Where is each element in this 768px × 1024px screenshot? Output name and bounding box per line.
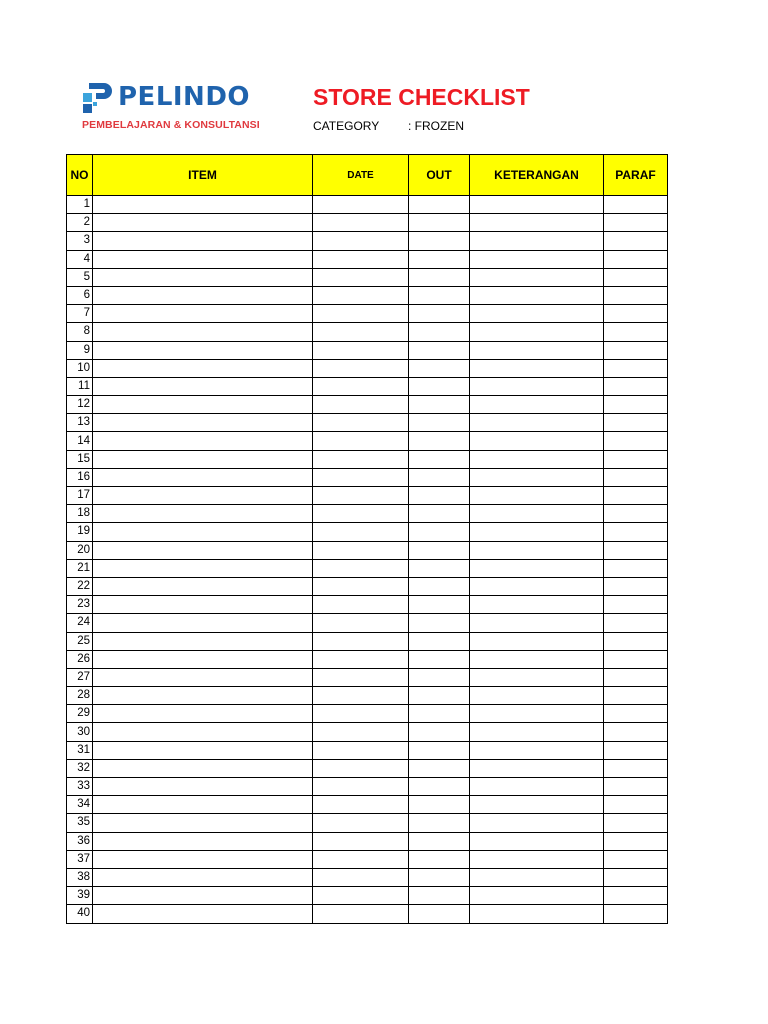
out-cell[interactable] bbox=[409, 868, 470, 886]
keterangan-cell[interactable] bbox=[470, 868, 604, 886]
keterangan-cell[interactable] bbox=[470, 286, 604, 304]
item-cell[interactable] bbox=[93, 632, 313, 650]
date-cell[interactable] bbox=[313, 432, 409, 450]
out-cell[interactable] bbox=[409, 250, 470, 268]
date-cell[interactable] bbox=[313, 723, 409, 741]
row-number-cell: 13 bbox=[67, 414, 93, 432]
item-cell[interactable] bbox=[93, 723, 313, 741]
table-row bbox=[67, 396, 668, 414]
keterangan-cell[interactable] bbox=[470, 323, 604, 341]
keterangan-cell[interactable] bbox=[470, 468, 604, 486]
date-cell[interactable] bbox=[313, 450, 409, 468]
keterangan-cell[interactable] bbox=[470, 341, 604, 359]
item-cell[interactable] bbox=[93, 687, 313, 705]
paraf-cell[interactable] bbox=[604, 850, 668, 868]
date-cell[interactable] bbox=[313, 868, 409, 886]
paraf-cell[interactable] bbox=[604, 614, 668, 632]
table-row bbox=[67, 505, 668, 523]
table-row bbox=[67, 868, 668, 886]
date-cell[interactable] bbox=[313, 832, 409, 850]
out-cell[interactable] bbox=[409, 359, 470, 377]
date-cell[interactable] bbox=[313, 341, 409, 359]
keterangan-cell[interactable] bbox=[470, 541, 604, 559]
date-cell[interactable] bbox=[313, 705, 409, 723]
out-cell[interactable] bbox=[409, 778, 470, 796]
keterangan-cell[interactable] bbox=[470, 214, 604, 232]
item-cell[interactable] bbox=[93, 614, 313, 632]
date-cell[interactable] bbox=[313, 196, 409, 214]
keterangan-cell[interactable] bbox=[470, 487, 604, 505]
item-cell[interactable] bbox=[93, 850, 313, 868]
date-cell[interactable] bbox=[313, 814, 409, 832]
out-cell[interactable] bbox=[409, 505, 470, 523]
paraf-cell[interactable] bbox=[604, 505, 668, 523]
out-cell[interactable] bbox=[409, 632, 470, 650]
date-cell[interactable] bbox=[313, 577, 409, 595]
paraf-cell[interactable] bbox=[604, 832, 668, 850]
pelindo-logo-icon bbox=[80, 80, 114, 114]
item-cell[interactable] bbox=[93, 905, 313, 923]
paraf-cell[interactable] bbox=[604, 305, 668, 323]
keterangan-cell[interactable] bbox=[470, 668, 604, 686]
paraf-cell[interactable] bbox=[604, 286, 668, 304]
keterangan-cell[interactable] bbox=[470, 232, 604, 250]
keterangan-cell[interactable] bbox=[470, 850, 604, 868]
row-number-cell: 8 bbox=[67, 323, 93, 341]
keterangan-cell[interactable] bbox=[470, 887, 604, 905]
date-cell[interactable] bbox=[313, 614, 409, 632]
category-value: : FROZEN bbox=[408, 119, 464, 133]
keterangan-cell[interactable] bbox=[470, 650, 604, 668]
out-cell[interactable] bbox=[409, 887, 470, 905]
row-number-cell: 19 bbox=[67, 523, 93, 541]
item-cell[interactable] bbox=[93, 577, 313, 595]
table-header-row bbox=[67, 155, 668, 196]
keterangan-cell[interactable] bbox=[470, 723, 604, 741]
out-cell[interactable] bbox=[409, 232, 470, 250]
row-number-cell: 25 bbox=[67, 632, 93, 650]
table-row bbox=[67, 741, 668, 759]
row-number-cell: 39 bbox=[67, 887, 93, 905]
date-cell[interactable] bbox=[313, 741, 409, 759]
item-cell[interactable] bbox=[93, 468, 313, 486]
column-header-item: ITEM bbox=[93, 155, 313, 196]
date-cell[interactable] bbox=[313, 632, 409, 650]
table-row bbox=[67, 577, 668, 595]
paraf-cell[interactable] bbox=[604, 778, 668, 796]
keterangan-cell[interactable] bbox=[470, 596, 604, 614]
table-row bbox=[67, 814, 668, 832]
column-header-date: DATE bbox=[313, 155, 409, 196]
keterangan-cell[interactable] bbox=[470, 250, 604, 268]
row-number-cell: 23 bbox=[67, 596, 93, 614]
row-number-cell: 22 bbox=[67, 577, 93, 595]
keterangan-cell[interactable] bbox=[470, 778, 604, 796]
table-row bbox=[67, 487, 668, 505]
item-cell[interactable] bbox=[93, 741, 313, 759]
item-cell[interactable] bbox=[93, 214, 313, 232]
date-cell[interactable] bbox=[313, 887, 409, 905]
row-number-cell: 32 bbox=[67, 759, 93, 777]
date-cell[interactable] bbox=[313, 505, 409, 523]
out-cell[interactable] bbox=[409, 487, 470, 505]
out-cell[interactable] bbox=[409, 541, 470, 559]
date-cell[interactable] bbox=[313, 541, 409, 559]
paraf-cell[interactable] bbox=[604, 741, 668, 759]
keterangan-cell[interactable] bbox=[470, 450, 604, 468]
out-cell[interactable] bbox=[409, 432, 470, 450]
table-row bbox=[67, 778, 668, 796]
table-row bbox=[67, 414, 668, 432]
paraf-cell[interactable] bbox=[604, 341, 668, 359]
date-cell[interactable] bbox=[313, 778, 409, 796]
paraf-cell[interactable] bbox=[604, 359, 668, 377]
table-row bbox=[67, 359, 668, 377]
keterangan-cell[interactable] bbox=[470, 268, 604, 286]
paraf-cell[interactable] bbox=[604, 650, 668, 668]
row-number-cell: 28 bbox=[67, 687, 93, 705]
keterangan-cell[interactable] bbox=[470, 396, 604, 414]
keterangan-cell[interactable] bbox=[470, 741, 604, 759]
out-cell[interactable] bbox=[409, 305, 470, 323]
item-cell[interactable] bbox=[93, 596, 313, 614]
table-row bbox=[67, 286, 668, 304]
row-number-cell: 7 bbox=[67, 305, 93, 323]
paraf-cell[interactable] bbox=[604, 814, 668, 832]
table-row bbox=[67, 232, 668, 250]
date-cell[interactable] bbox=[313, 468, 409, 486]
keterangan-cell[interactable] bbox=[470, 814, 604, 832]
out-cell[interactable] bbox=[409, 759, 470, 777]
date-cell[interactable] bbox=[313, 286, 409, 304]
table-row bbox=[67, 905, 668, 923]
table-row bbox=[67, 541, 668, 559]
row-number-cell: 1 bbox=[67, 196, 93, 214]
row-number-cell: 37 bbox=[67, 850, 93, 868]
table-row bbox=[67, 450, 668, 468]
paraf-cell[interactable] bbox=[604, 414, 668, 432]
date-cell[interactable] bbox=[313, 377, 409, 395]
paraf-cell[interactable] bbox=[604, 541, 668, 559]
paraf-cell[interactable] bbox=[604, 450, 668, 468]
out-cell[interactable] bbox=[409, 705, 470, 723]
paraf-cell[interactable] bbox=[604, 596, 668, 614]
keterangan-cell[interactable] bbox=[470, 505, 604, 523]
item-cell[interactable] bbox=[93, 341, 313, 359]
table-row bbox=[67, 723, 668, 741]
keterangan-cell[interactable] bbox=[470, 705, 604, 723]
out-cell[interactable] bbox=[409, 214, 470, 232]
paraf-cell[interactable] bbox=[604, 705, 668, 723]
document-title: STORE CHECKLIST bbox=[313, 84, 530, 110]
out-cell[interactable] bbox=[409, 905, 470, 923]
date-cell[interactable] bbox=[313, 305, 409, 323]
paraf-cell[interactable] bbox=[604, 196, 668, 214]
date-cell[interactable] bbox=[313, 559, 409, 577]
table-row bbox=[67, 468, 668, 486]
row-number-cell: 30 bbox=[67, 723, 93, 741]
paraf-cell[interactable] bbox=[604, 214, 668, 232]
paraf-cell[interactable] bbox=[604, 523, 668, 541]
table-row bbox=[67, 559, 668, 577]
date-cell[interactable] bbox=[313, 396, 409, 414]
row-number-cell: 38 bbox=[67, 868, 93, 886]
paraf-cell[interactable] bbox=[604, 323, 668, 341]
paraf-cell[interactable] bbox=[604, 377, 668, 395]
table-row bbox=[67, 832, 668, 850]
date-cell[interactable] bbox=[313, 250, 409, 268]
item-cell[interactable] bbox=[93, 432, 313, 450]
item-cell[interactable] bbox=[93, 232, 313, 250]
out-cell[interactable] bbox=[409, 814, 470, 832]
keterangan-cell[interactable] bbox=[470, 905, 604, 923]
keterangan-cell[interactable] bbox=[470, 796, 604, 814]
row-number-cell: 15 bbox=[67, 450, 93, 468]
paraf-cell[interactable] bbox=[604, 432, 668, 450]
column-header-keterangan: KETERANGAN bbox=[470, 155, 604, 196]
row-number-cell: 4 bbox=[67, 250, 93, 268]
date-cell[interactable] bbox=[313, 596, 409, 614]
keterangan-cell[interactable] bbox=[470, 687, 604, 705]
item-cell[interactable] bbox=[93, 759, 313, 777]
out-cell[interactable] bbox=[409, 286, 470, 304]
keterangan-cell[interactable] bbox=[470, 523, 604, 541]
date-cell[interactable] bbox=[313, 759, 409, 777]
paraf-cell[interactable] bbox=[604, 250, 668, 268]
date-cell[interactable] bbox=[313, 232, 409, 250]
date-cell[interactable] bbox=[313, 359, 409, 377]
out-cell[interactable] bbox=[409, 850, 470, 868]
item-cell[interactable] bbox=[93, 487, 313, 505]
paraf-cell[interactable] bbox=[604, 268, 668, 286]
paraf-cell[interactable] bbox=[604, 723, 668, 741]
table-row bbox=[67, 759, 668, 777]
paraf-cell[interactable] bbox=[604, 577, 668, 595]
keterangan-cell[interactable] bbox=[470, 432, 604, 450]
item-cell[interactable] bbox=[93, 268, 313, 286]
column-header-paraf: PARAF bbox=[604, 155, 668, 196]
pelindo-logo bbox=[80, 78, 270, 138]
date-cell[interactable] bbox=[313, 650, 409, 668]
out-cell[interactable] bbox=[409, 796, 470, 814]
table-row bbox=[67, 614, 668, 632]
row-number-cell: 18 bbox=[67, 505, 93, 523]
row-number-cell: 12 bbox=[67, 396, 93, 414]
paraf-cell[interactable] bbox=[604, 232, 668, 250]
table-row bbox=[67, 796, 668, 814]
row-number-cell: 40 bbox=[67, 905, 93, 923]
paraf-cell[interactable] bbox=[604, 796, 668, 814]
item-cell[interactable] bbox=[93, 559, 313, 577]
item-cell[interactable] bbox=[93, 887, 313, 905]
keterangan-cell[interactable] bbox=[470, 832, 604, 850]
row-number-cell: 31 bbox=[67, 741, 93, 759]
item-cell[interactable] bbox=[93, 305, 313, 323]
checklist-body bbox=[67, 196, 668, 924]
item-cell[interactable] bbox=[93, 450, 313, 468]
keterangan-cell[interactable] bbox=[470, 559, 604, 577]
row-number-cell: 17 bbox=[67, 487, 93, 505]
out-cell[interactable] bbox=[409, 650, 470, 668]
keterangan-cell[interactable] bbox=[470, 196, 604, 214]
item-cell[interactable] bbox=[93, 377, 313, 395]
out-cell[interactable] bbox=[409, 723, 470, 741]
out-cell[interactable] bbox=[409, 341, 470, 359]
row-number-cell: 6 bbox=[67, 286, 93, 304]
item-cell[interactable] bbox=[93, 359, 313, 377]
row-number-cell: 34 bbox=[67, 796, 93, 814]
item-cell[interactable] bbox=[93, 650, 313, 668]
row-number-cell: 10 bbox=[67, 359, 93, 377]
out-cell[interactable] bbox=[409, 596, 470, 614]
item-cell[interactable] bbox=[93, 705, 313, 723]
date-cell[interactable] bbox=[313, 523, 409, 541]
paraf-cell[interactable] bbox=[604, 868, 668, 886]
category-label: CATEGORY bbox=[313, 119, 380, 133]
date-cell[interactable] bbox=[313, 214, 409, 232]
row-number-cell: 27 bbox=[67, 668, 93, 686]
row-number-cell: 2 bbox=[67, 214, 93, 232]
date-cell[interactable] bbox=[313, 668, 409, 686]
date-cell[interactable] bbox=[313, 487, 409, 505]
row-number-cell: 9 bbox=[67, 341, 93, 359]
out-cell[interactable] bbox=[409, 450, 470, 468]
date-cell[interactable] bbox=[313, 323, 409, 341]
item-cell[interactable] bbox=[93, 505, 313, 523]
row-number-cell: 35 bbox=[67, 814, 93, 832]
table-row bbox=[67, 632, 668, 650]
logo-name: PELINDO bbox=[118, 82, 251, 112]
out-cell[interactable] bbox=[409, 741, 470, 759]
keterangan-cell[interactable] bbox=[470, 577, 604, 595]
paraf-cell[interactable] bbox=[604, 887, 668, 905]
item-cell[interactable] bbox=[93, 832, 313, 850]
date-cell[interactable] bbox=[313, 414, 409, 432]
column-header-no: NO bbox=[67, 155, 93, 196]
keterangan-cell[interactable] bbox=[470, 632, 604, 650]
table-row bbox=[67, 323, 668, 341]
paraf-cell[interactable] bbox=[604, 632, 668, 650]
out-cell[interactable] bbox=[409, 268, 470, 286]
item-cell[interactable] bbox=[93, 541, 313, 559]
row-number-cell: 11 bbox=[67, 377, 93, 395]
out-cell[interactable] bbox=[409, 559, 470, 577]
date-cell[interactable] bbox=[313, 268, 409, 286]
paraf-cell[interactable] bbox=[604, 668, 668, 686]
keterangan-cell[interactable] bbox=[470, 305, 604, 323]
table-row bbox=[67, 523, 668, 541]
checklist-table bbox=[66, 154, 668, 924]
item-cell[interactable] bbox=[93, 668, 313, 686]
out-cell[interactable] bbox=[409, 396, 470, 414]
row-number-cell: 16 bbox=[67, 468, 93, 486]
row-number-cell: 36 bbox=[67, 832, 93, 850]
table-row bbox=[67, 687, 668, 705]
table-row bbox=[67, 850, 668, 868]
out-cell[interactable] bbox=[409, 523, 470, 541]
table-row bbox=[67, 214, 668, 232]
item-cell[interactable] bbox=[93, 250, 313, 268]
table-row bbox=[67, 668, 668, 686]
item-cell[interactable] bbox=[93, 323, 313, 341]
row-number-cell: 24 bbox=[67, 614, 93, 632]
paraf-cell[interactable] bbox=[604, 905, 668, 923]
date-cell[interactable] bbox=[313, 796, 409, 814]
out-cell[interactable] bbox=[409, 377, 470, 395]
out-cell[interactable] bbox=[409, 614, 470, 632]
row-number-cell: 5 bbox=[67, 268, 93, 286]
table-row bbox=[67, 250, 668, 268]
row-number-cell: 21 bbox=[67, 559, 93, 577]
date-cell[interactable] bbox=[313, 905, 409, 923]
table-row bbox=[67, 341, 668, 359]
row-number-cell: 26 bbox=[67, 650, 93, 668]
table-row bbox=[67, 305, 668, 323]
out-cell[interactable] bbox=[409, 832, 470, 850]
out-cell[interactable] bbox=[409, 196, 470, 214]
item-cell[interactable] bbox=[93, 286, 313, 304]
out-cell[interactable] bbox=[409, 668, 470, 686]
table-row bbox=[67, 650, 668, 668]
paraf-cell[interactable] bbox=[604, 687, 668, 705]
item-cell[interactable] bbox=[93, 796, 313, 814]
table-row bbox=[67, 377, 668, 395]
item-cell[interactable] bbox=[93, 196, 313, 214]
out-cell[interactable] bbox=[409, 687, 470, 705]
table-row bbox=[67, 705, 668, 723]
out-cell[interactable] bbox=[409, 577, 470, 595]
table-row bbox=[67, 887, 668, 905]
keterangan-cell[interactable] bbox=[470, 759, 604, 777]
paraf-cell[interactable] bbox=[604, 487, 668, 505]
item-cell[interactable] bbox=[93, 868, 313, 886]
keterangan-cell[interactable] bbox=[470, 414, 604, 432]
item-cell[interactable] bbox=[93, 396, 313, 414]
paraf-cell[interactable] bbox=[604, 468, 668, 486]
table-row bbox=[67, 596, 668, 614]
table-row bbox=[67, 196, 668, 214]
row-number-cell: 14 bbox=[67, 432, 93, 450]
paraf-cell[interactable] bbox=[604, 396, 668, 414]
keterangan-cell[interactable] bbox=[470, 359, 604, 377]
row-number-cell: 20 bbox=[67, 541, 93, 559]
out-cell[interactable] bbox=[409, 323, 470, 341]
keterangan-cell[interactable] bbox=[470, 377, 604, 395]
date-cell[interactable] bbox=[313, 850, 409, 868]
column-header-out: OUT bbox=[409, 155, 470, 196]
table-row bbox=[67, 432, 668, 450]
paraf-cell[interactable] bbox=[604, 559, 668, 577]
keterangan-cell[interactable] bbox=[470, 614, 604, 632]
item-cell[interactable] bbox=[93, 814, 313, 832]
item-cell[interactable] bbox=[93, 778, 313, 796]
table-row bbox=[67, 268, 668, 286]
row-number-cell: 3 bbox=[67, 232, 93, 250]
row-number-cell: 29 bbox=[67, 705, 93, 723]
logo-tagline: PEMBELAJARAN & KONSULTANSI bbox=[82, 119, 260, 131]
date-cell[interactable] bbox=[313, 687, 409, 705]
paraf-cell[interactable] bbox=[604, 759, 668, 777]
out-cell[interactable] bbox=[409, 414, 470, 432]
item-cell[interactable] bbox=[93, 523, 313, 541]
item-cell[interactable] bbox=[93, 414, 313, 432]
row-number-cell: 33 bbox=[67, 778, 93, 796]
out-cell[interactable] bbox=[409, 468, 470, 486]
